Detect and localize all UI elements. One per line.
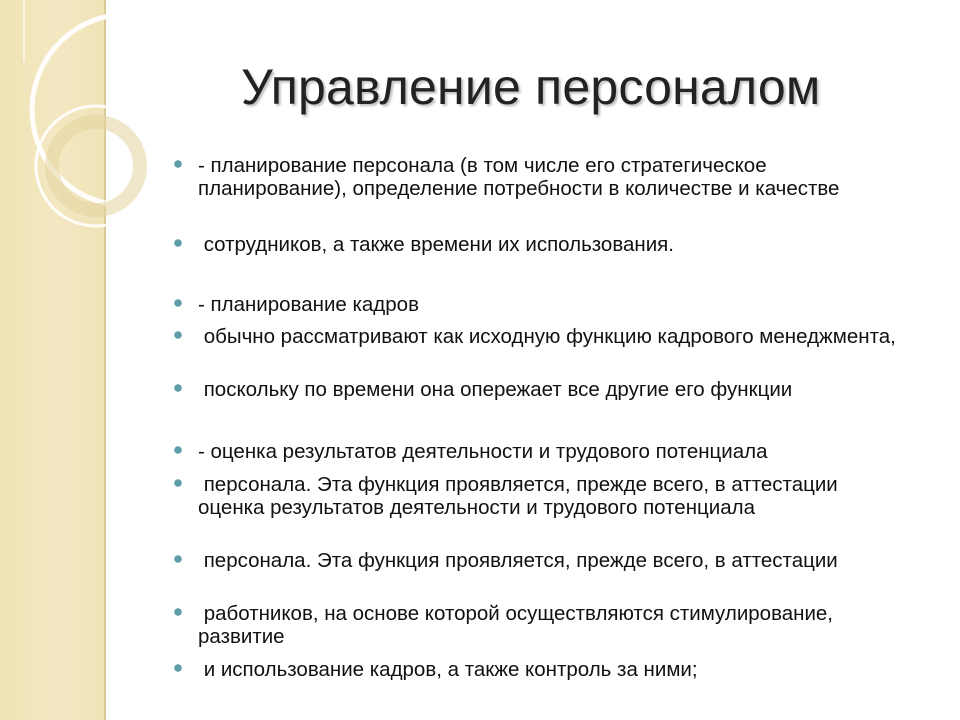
bullet-dot-icon	[173, 383, 183, 393]
list-item	[168, 325, 908, 348]
list-item	[168, 378, 908, 401]
bullet-dot-icon	[173, 330, 183, 340]
list-item-text: поскольку по времени она опережает все другие его функции	[198, 378, 793, 401]
list-item-text: работников, на основе которой осуществляются стимулирование, развитие	[198, 602, 839, 648]
list-item	[168, 473, 908, 519]
list-item	[168, 233, 908, 256]
list-item	[168, 440, 908, 463]
bullet-dot-icon	[173, 607, 183, 617]
decorative-rings-graphic	[0, 0, 230, 260]
list-item	[168, 658, 908, 681]
list-item	[168, 293, 908, 316]
list-item	[168, 549, 908, 572]
list-item-text: и использование кадров, а также контроль за ними;	[198, 658, 698, 681]
list-item-text: - оценка результатов деятельности и трудового потенциала	[198, 440, 768, 463]
list-item-text: - планирование кадров	[198, 293, 419, 316]
slide-title: Управление персоналом	[241, 59, 821, 115]
list-item-text: - планирование персонала (в том числе его стратегическое планирование), определение потребности в количестве и качестве	[198, 154, 840, 200]
bullet-dot-icon	[173, 445, 183, 455]
bullet-dot-icon	[173, 159, 183, 169]
list-item-text: персонала. Эта функция проявляется, прежде всего, в аттестации	[198, 549, 838, 572]
list-item-text: персонала. Эта функция проявляется, прежде всего, в аттестации оценка результатов деятельности и трудового потенциала	[198, 473, 844, 519]
list-item	[168, 602, 908, 648]
list-item-text: обычно рассматривают как исходную функцию кадрового менеджмента,	[198, 325, 896, 348]
list-item	[168, 154, 908, 200]
bullet-dot-icon	[173, 663, 183, 673]
bullet-dot-icon	[173, 554, 183, 564]
bullet-dot-icon	[173, 478, 183, 488]
bullet-dot-icon	[173, 238, 183, 248]
list-item-text: сотрудников, а также времени их использования.	[198, 233, 674, 256]
bullet-dot-icon	[173, 298, 183, 308]
